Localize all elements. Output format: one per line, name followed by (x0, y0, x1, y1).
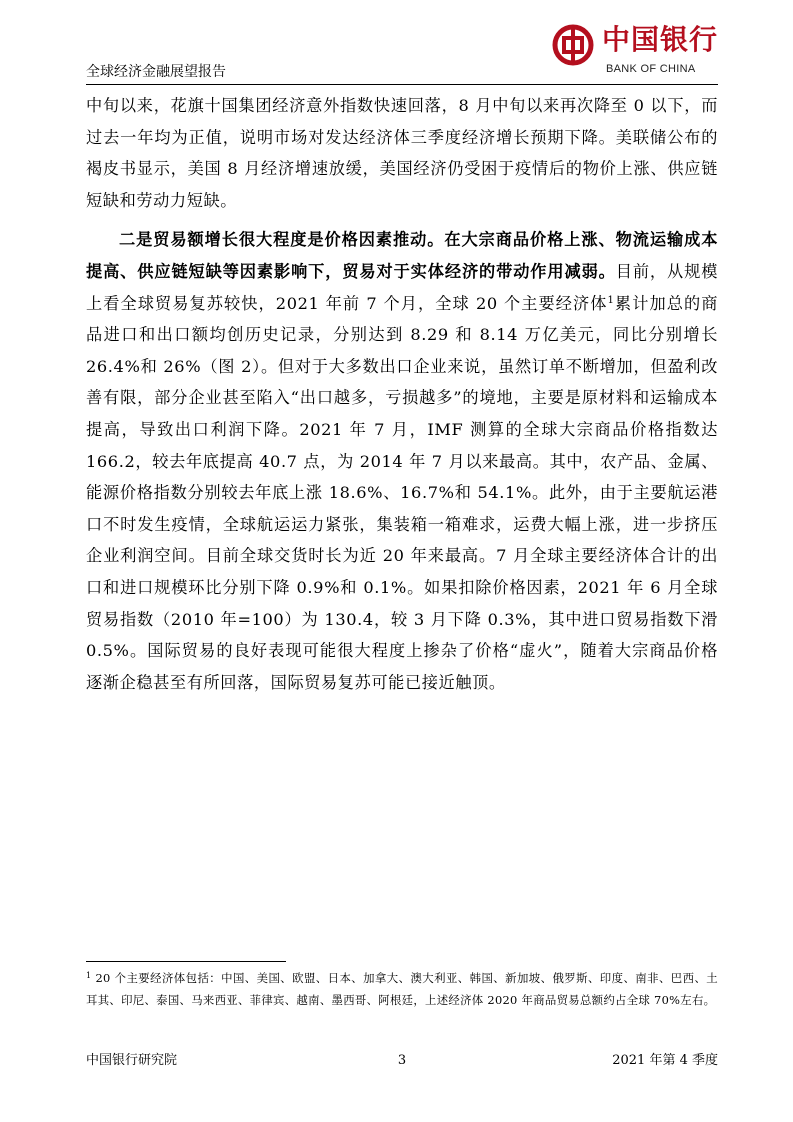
footer-org: 中国银行研究院 (86, 1053, 178, 1068)
paragraph-2-heading: 二是贸易额增长很大程度是价格因素推动。在大宗商品价格上涨、物流运输成本提高、供应链短缺等因素影响下，贸易对于实体经济的带动作用减弱。 (86, 230, 718, 281)
logo-name-en: BANK OF CHINA (606, 63, 696, 75)
bank-of-china-logo-icon (552, 24, 594, 66)
footnote-divider (86, 961, 286, 962)
paragraph-2 (86, 224, 718, 698)
footnote-marker: 1 (86, 971, 92, 980)
report-title: 全球经济金融展望报告 (86, 64, 226, 80)
page-footer (86, 1052, 718, 1072)
document-body (86, 90, 718, 698)
footer-period: 2021 年第 4 季度 (612, 1053, 718, 1068)
footnote-1 (86, 967, 718, 1011)
page-number: 3 (397, 1053, 407, 1068)
header-divider (86, 84, 718, 85)
page-header (86, 0, 718, 86)
footnote-text: 20 个主要经济体包括：中国、美国、欧盟、日本、加拿大、澳大利亚、韩国、新加坡、俄罗斯、印度、南非、巴西、土耳其、印尼、泰国、马来西亚、菲律宾、越南、墨西哥、阿根廷，上述经济体 2020 年商品贸易总额约占全球 70%左右。 (86, 971, 718, 1007)
paragraph-2-text-b: 累计加总的商品进口和出口额均创历史记录，分别达到 8.29 和 8.14 万亿美元，同比分别增长 26.4%和 26%（图 2）。但对于大多数出口企业来说，虽然订单不断增加，但盈利改善有限，部分企业甚至陷入“出口越多，亏损越多”的境地，主要是原材料和运输成本提高，导致出口利润下降。2021 年 7 月，IMF 测算的全球大宗商品价格指数达 166.2，较去年底提高 40.7 点，为 2014 年 7 月以来最高。其中，农产品、金属、能源价格指数分别较去年底上涨 18.6%、16.7%和 54.1%。此外，由于主要航运港口不时发生疫情，全球航运运力紧张，集装箱一箱难求，运费大幅上涨，进一步挤压企业利润空间。目前全球交货时长为近 20 年来最高。7 月全球主要经济体合计的出口和进口规模环比分别下降 0.9%和 0.1%。如果扣除价格因素，2021 年 6 月全球贸易指数（2010 年=100）为 130.4，较 3 月下降 0.3%，其中进口贸易指数下滑 0.5%。国际贸易的良好表现可能很大程度上掺杂了价格“虚火”，随着大宗商品价格逐渐企稳甚至有所回落，国际贸易复苏可能已接近触顶。 (86, 293, 719, 692)
paragraph-1: 中旬以来，花旗十国集团经济意外指数快速回落，8 月中旬以来再次降至 0 以下，而过去一年均为正值，说明市场对发达经济体三季度经济增长预期下降。美联储公布的褐皮书显示，美国 8 月经济增速放缓，美国经济仍受困于疫情后的物价上涨、供应链短缺和劳动力短缺。 (86, 96, 718, 210)
paragraph-2-text-a: 目前，从规模上看全球贸易复苏较快，2021 年前 7 个月，全球 20 个主要经济体 (86, 261, 718, 313)
bank-logo (552, 22, 718, 78)
logo-name-cn: 中国银行 (602, 23, 719, 56)
footnote-ref-1[interactable]: 1 (607, 294, 615, 306)
